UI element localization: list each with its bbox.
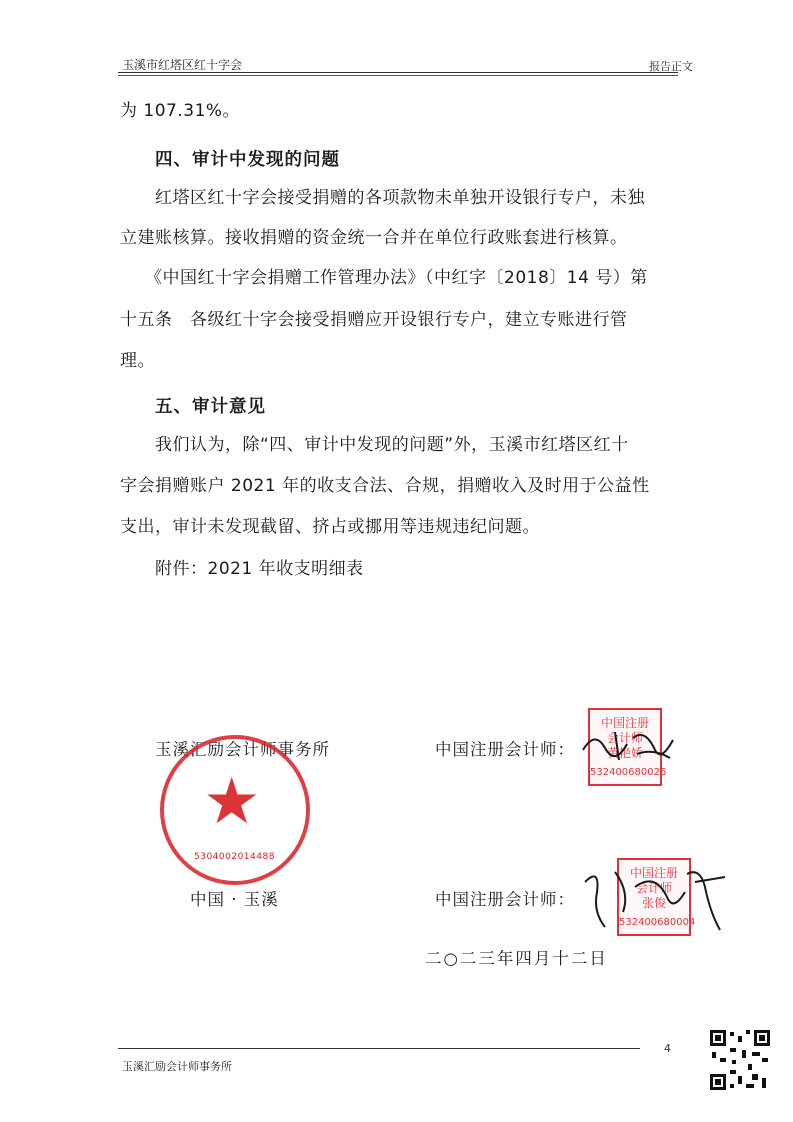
- header-rule-thin: [118, 75, 678, 76]
- attachment-note: 附件：2021 年收支明细表: [155, 559, 364, 579]
- seal-star-icon: ★: [203, 765, 261, 839]
- header-rule: [118, 72, 678, 73]
- report-date: 二○二三年四月十二日: [425, 949, 608, 968]
- footer-rule: [118, 1048, 640, 1049]
- qr-code-icon: [708, 1028, 772, 1092]
- section4-para1-line2: 立建账核算。接收捐赠的资金统一合并在单位行政账套进行核算。: [120, 228, 628, 248]
- cpa2-seal-name: 张俊: [641, 896, 666, 910]
- section4-para2-line1: 《中国红十字会捐赠工作管理办法》（中红字〔2018〕14 号）第: [145, 268, 648, 288]
- page-number: 4: [664, 1042, 671, 1055]
- cpa1-seal-line1: 中国注册: [600, 716, 649, 730]
- header-org: 玉溪市红塔区红十字会: [122, 58, 243, 72]
- continuation-line: 为 107.31%。: [120, 101, 241, 121]
- section5-para-line3: 支出，审计未发现截留、挤占或挪用等违规违纪问题。: [120, 517, 540, 537]
- footer-firm: 玉溪汇励会计师事务所: [122, 1060, 232, 1073]
- cpa1-seal-code: 532400680026: [590, 767, 667, 778]
- cpa2-seal-line2: 会计师: [635, 881, 672, 895]
- header-section: 报告正文: [649, 60, 693, 73]
- section5-title: 五、审计意见: [155, 397, 266, 417]
- firm-seal-number: 5304002014488: [194, 852, 275, 862]
- section4-title: 四、审计中发现的问题: [155, 150, 340, 170]
- section5-para-line1: 我们认为，除“四、审计中发现的问题”外，玉溪市红塔区红十: [155, 435, 629, 455]
- section4-para2-line3: 理。: [120, 351, 155, 371]
- section4-para1-line1: 红塔区红十字会接受捐赠的各项款物未单独开设银行专户，未独: [155, 188, 645, 208]
- cpa2-label: 中国注册会计师：: [435, 890, 575, 909]
- cpa1-seal-name: 黄艳娇: [606, 746, 643, 760]
- cpa1-label: 中国注册会计师：: [435, 740, 575, 759]
- firm-name: 玉溪汇励会计师事务所: [155, 740, 330, 759]
- section4-para2-line2: 十五条 各级红十字会接受捐赠应开设银行专户，建立专账进行管: [120, 310, 628, 330]
- cpa2-signature: [575, 852, 735, 942]
- cpa1-signature: [575, 720, 685, 770]
- cpa2-seal-code: 532400680004: [619, 917, 696, 928]
- location: 中国 · 玉溪: [190, 890, 279, 909]
- cpa2-seal-line1: 中国注册: [629, 866, 678, 880]
- cpa1-seal-line2: 会计师: [606, 731, 643, 745]
- section5-para-line2: 字会捐赠账户 2021 年的收支合法、合规，捐赠收入及时用于公益性: [120, 476, 650, 496]
